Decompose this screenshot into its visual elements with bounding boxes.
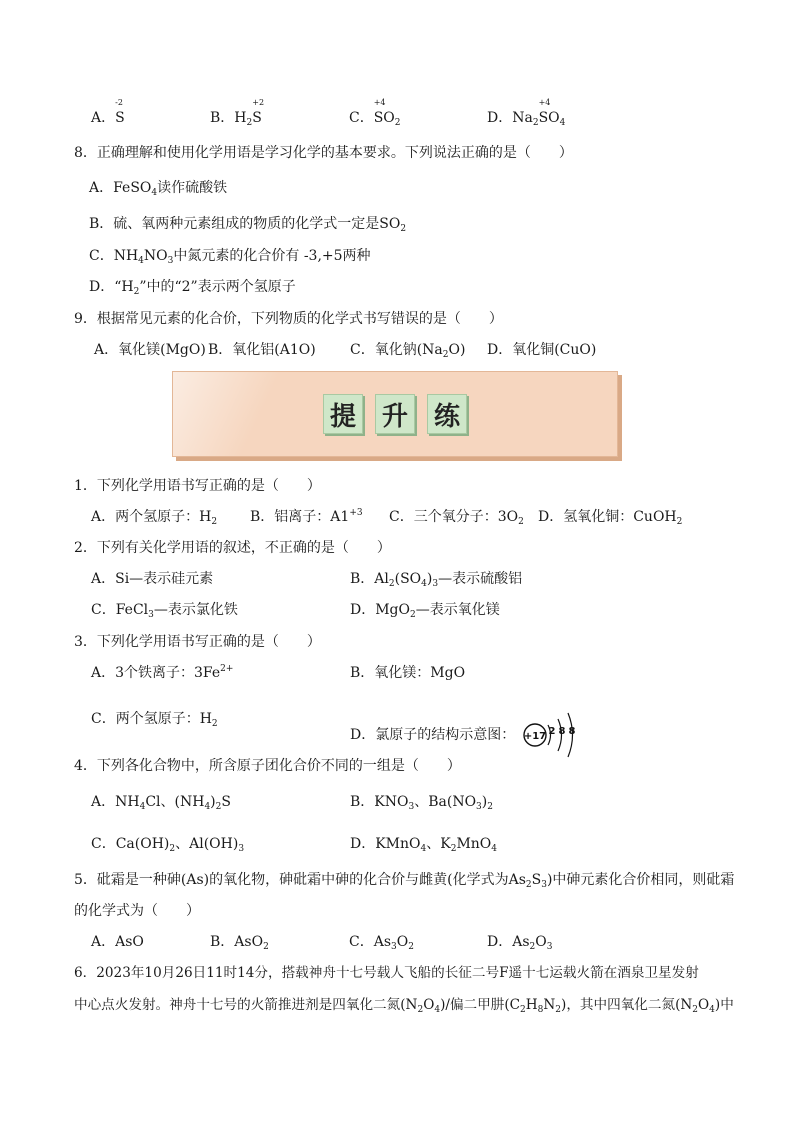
q9-stem: 9．根据常见元素的化合价，下列物质的化学式书写错误的是（ ）: [74, 311, 503, 327]
q7-option-d: D．$Na_2$ +4 $SO_4$: [487, 98, 566, 128]
p5-line-2: 的化学式为（ ）: [74, 903, 200, 919]
p4-option-d: D．KMnO$_4$、$K_2MnO_4$: [350, 836, 498, 854]
q7-option-a: A． -2 S: [91, 98, 125, 126]
p5-option-a: A．AsO: [91, 934, 144, 950]
p2-option-c: C．FeCl$_3$—表示氯化铁: [91, 602, 238, 620]
p5-option-c: C．$As_3O_2$: [349, 934, 414, 952]
p3-option-d: D．氯原子的结构示意图： +17 2 8 8: [350, 709, 584, 761]
p5-line-1: 5．砒霜是一种砷(As)的氧化物，砷砒霜中砷的化合价与雌黄(化学式为$As_2S_3$)中砷元素化合价相同，则砒霜: [74, 872, 735, 890]
p2-option-d: D．MgO$_2$—表示氧化镁: [350, 602, 500, 620]
p6-line-1: 6．2023年10月26日11时14分，搭载神舟十七号载人飞船的长征二号F遥十七运载火箭在酒泉卫星发射: [74, 965, 699, 981]
q7-option-c: C． +4 $SO_2$: [349, 98, 401, 128]
p4-stem: 4．下列各化合物中，所含原子团化合价不同的一组是（ ）: [74, 758, 461, 774]
banner-char-3: 练: [427, 394, 467, 434]
banner-char-2: 升: [375, 394, 415, 434]
banner-char-1: 提: [323, 394, 363, 434]
p3-stem: 3．下列化学用语书写正确的是（ ）: [74, 634, 321, 650]
shell-electrons-2: 8: [558, 726, 566, 737]
p4-option-b: B．$KNO_3$、$Ba(NO_3)_2$: [350, 794, 493, 812]
q8-option-a: A．FeSO$_4$读作硫酸铁: [89, 180, 228, 198]
chlorine-atom-diagram: [522, 709, 584, 761]
p3-option-c: C．两个氢原子：$H_2$: [91, 711, 218, 729]
q7-option-b: B．$H_2$ +2 S: [210, 98, 265, 128]
shell-electrons-3: 8: [568, 726, 576, 737]
shell-electrons-1: 2: [548, 726, 556, 737]
section-banner: [172, 371, 618, 457]
q9-option-c: C．氧化钠$(Na_2O)$: [350, 342, 466, 360]
q8-option-d: D．“$H_2$”中的“2”表示两个氢原子: [89, 279, 296, 297]
p1-option-c: C．三个氧分子：$3O_2$: [389, 509, 524, 527]
p1-option-a: A．两个氢原子：$H_2$: [91, 509, 218, 527]
q9-option-b: B．氧化铝(A1O): [208, 342, 316, 358]
p1-option-d: D．氢氧化铜：CuOH$_2$: [538, 509, 683, 527]
p1-stem: 1．下列化学用语书写正确的是（ ）: [74, 478, 321, 494]
p3-option-b: B．氧化镁：MgO: [350, 665, 466, 681]
nucleus-charge: +17: [523, 731, 546, 742]
q9-option-a: A．氧化镁(MgO): [94, 342, 206, 358]
q9-option-d: D．氧化铜(CuO): [487, 342, 597, 358]
p2-stem: 2．下列有关化学用语的叙述，不正确的是（ ）: [74, 540, 391, 556]
p6-line-2: 中心点火发射。神舟十七号的火箭推进剂是四氧化二氮$(N_2O_4)/$偏二甲肼$(C_2H_8N_2)$，其中四氧化二氮$(N_2O_4)$中: [74, 997, 734, 1015]
q8-option-b: B．硫、氧两种元素组成的物质的化学式一定是$SO_2$: [89, 216, 407, 234]
q8-stem: 8．正确理解和使用化学用语是学习化学的基本要求。下列说法正确的是（ ）: [74, 145, 573, 161]
p4-option-a: A．$NH_4Cl$、$(NH_4)_2S$: [91, 794, 231, 812]
banner-gloss: [173, 372, 313, 456]
p2-option-b: B．$Al_2(SO_4)_3—$表示硫酸铝: [350, 571, 523, 589]
p5-option-b: B．AsO$_2$: [210, 934, 269, 952]
p4-option-c: C．$Ca(OH)_2$、$Al(OH)_3$: [91, 836, 245, 854]
p2-option-a: A．Si—表示硅元素: [91, 571, 214, 587]
p1-option-b: B．铝离子：$A1^{+3}$: [250, 508, 363, 525]
p5-option-d: D．$As_2O_3$: [487, 934, 553, 952]
q8-option-c: C．$NH_4NO_3$中氮元素的化合价有 -3,+5两种: [89, 248, 371, 266]
p3-option-a: A．3个铁离子：$3Fe^{2+}$: [91, 664, 234, 681]
